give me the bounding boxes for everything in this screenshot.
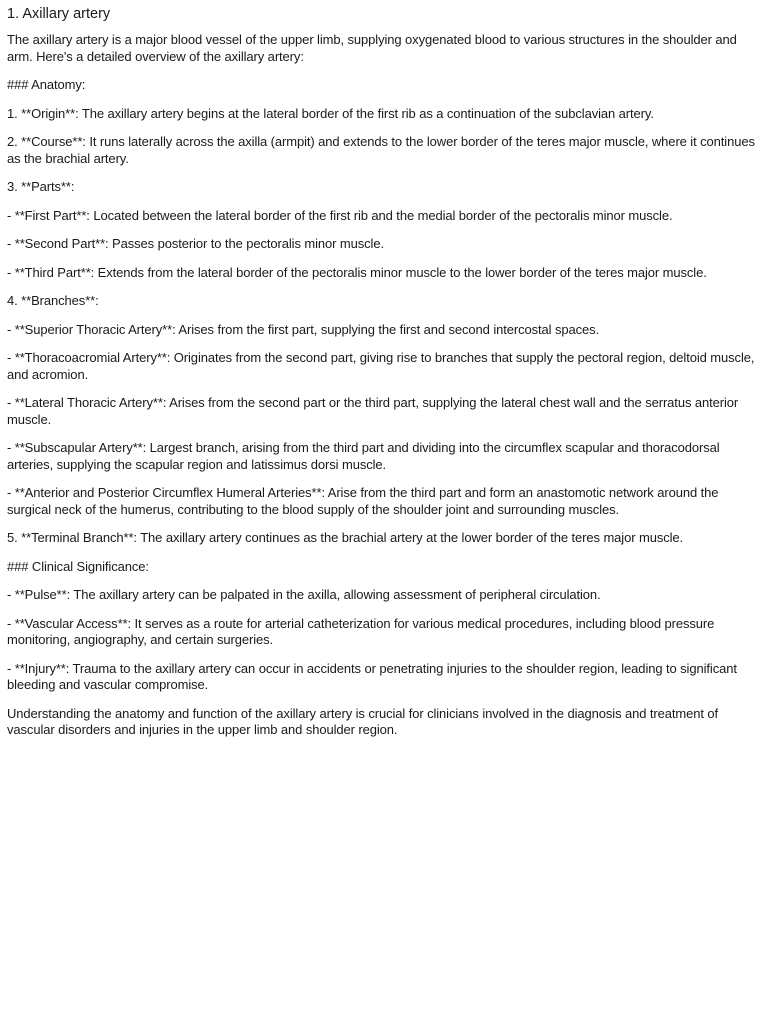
anatomy-heading: ### Anatomy: [7,77,86,92]
parts-item: 3. **Parts**: [7,179,75,194]
first-part-item: - **First Part**: Located between the lateral border of the first rib and the medial border of the pectoralis minor muscle. [7,207,673,223]
lateral-thoracic-item: - **Lateral Thoracic Artery**: Arises from the second part or the third part, supplying the lateral chest wall and the serratus anterior muscle. [7,395,739,427]
branches-item: 4. **Branches**: [7,293,99,308]
conclusion-paragraph: Understanding the anatomy and function of the axillary artery is crucial for clinicians involved in the diagnosis and treatment of vascular disorders and injuries in the upper limb and shoulder region. [7,705,719,737]
thoracoacromial-item: - **Thoracoacromial Artery**: Originates from the second part, giving rise to branches that supply the pectoral region, deltoid muscle, and acromion. [7,350,755,382]
course-item: 2. **Course**: It runs laterally across the axilla (armpit) and extends to the lower border of the teres major muscle, where it continues as the brachial artery. [7,134,755,166]
terminal-branch-item: 5. **Terminal Branch**: The axillary artery continues as the brachial artery at the lower border of the teres major muscle. [7,530,684,545]
superior-thoracic-item: - **Superior Thoracic Artery**: Arises from the first part, supplying the first and second intercostal spaces. [7,321,600,337]
circumflex-humeral-item: - **Anterior and Posterior Circumflex Humeral Arteries**: Arise from the third part and form an anastomotic network around the surgical neck of the humerus, contributing to the blood supply of the shoulder joint and surrounding muscles. [7,485,719,517]
injury-item: - **Injury**: Trauma to the axillary artery can occur in accidents or penetrating injuries to the shoulder region, leading to significant bleeding and vascular compromise. [7,660,737,692]
clinical-significance-heading: ### Clinical Significance: [7,558,149,574]
origin-item: 1. **Origin**: The axillary artery begins at the lateral border of the first rib as a continuation of the subclavian artery. [7,105,654,121]
document-title: 1. Axillary artery [7,6,111,22]
pulse-item: - **Pulse**: The axillary artery can be palpated in the axilla, allowing assessment of peripheral circulation. [7,587,601,602]
intro-paragraph: The axillary artery is a major blood vessel of the upper limb, supplying oxygenated blood to various structures in the shoulder and arm. Here's a detailed overview of the axillary artery: [7,32,737,64]
second-part-item: - **Second Part**: Passes posterior to the pectoralis minor muscle. [7,236,384,251]
third-part-item: - **Third Part**: Extends from the lateral border of the pectoralis minor muscle to the lower border of the teres major muscle. [7,264,707,280]
vascular-access-item: - **Vascular Access**: It serves as a route for arterial catheterization for various medical procedures, including blood pressure monitoring, angiography, and certain surgeries. [7,615,715,647]
subscapular-item: - **Subscapular Artery**: Largest branch, arising from the third part and dividing into the circumflex scapular and thoracodorsal arteries, supplying the scapular region and latissimus dorsi muscle. [7,440,720,472]
